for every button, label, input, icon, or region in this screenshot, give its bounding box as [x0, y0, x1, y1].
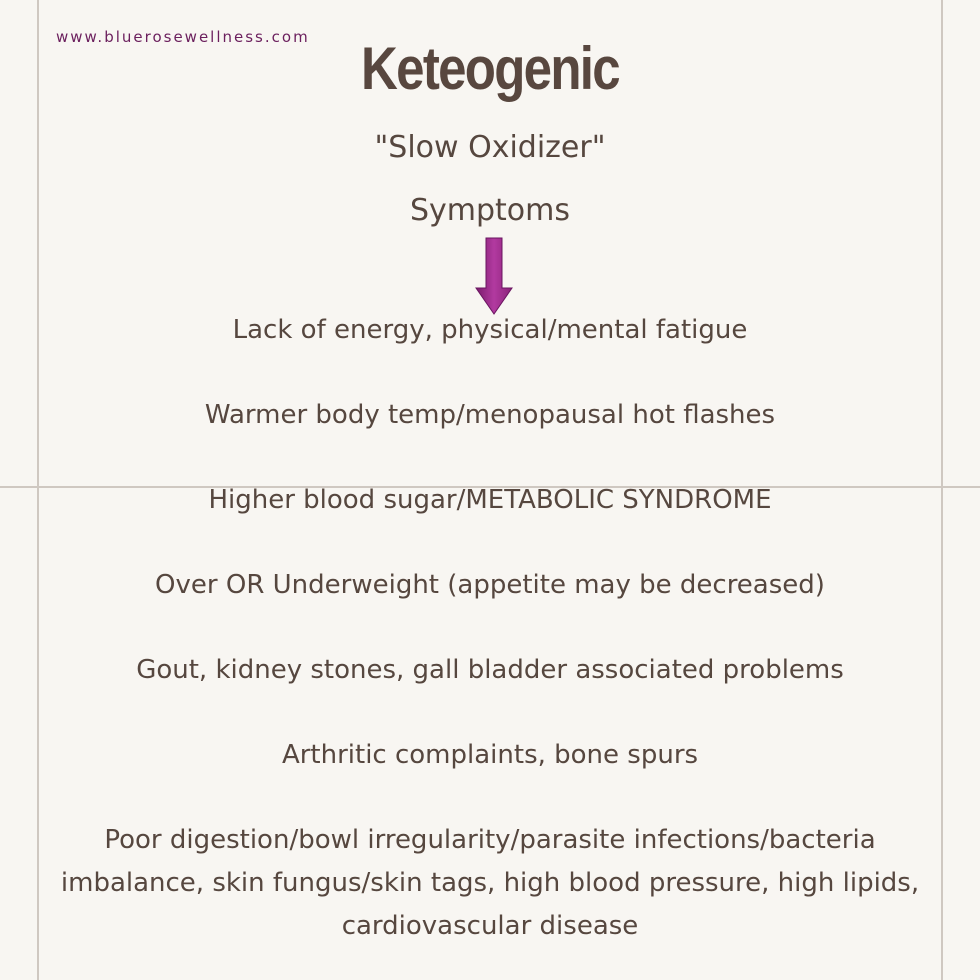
symptom-item: Poor digestion/bowl irregularity/parasite infections/bacteria imbalance, skin fungus/skin tags, high blood pressure, high lipids, cardiovascular disease: [60, 825, 920, 941]
symptom-item: Gout, kidney stones, gall bladder associated problems: [136, 655, 844, 685]
website-url: www.bluerosewellness.com: [56, 28, 310, 46]
page-title: Keteogenic: [361, 35, 619, 102]
symptoms-heading: Symptoms: [409, 193, 571, 228]
symptom-item: Higher blood sugar/METABOLIC SYNDROME: [208, 485, 772, 515]
symptom-item: Lack of energy, physical/mental fatigue: [232, 315, 748, 345]
symptom-item: Warmer body temp/menopausal hot flashes: [204, 400, 776, 430]
symptom-item: Over OR Underweight (appetite may be decreased): [155, 570, 825, 600]
symptom-item: Arthritic complaints, bone spurs: [281, 740, 699, 770]
down-arrow-icon: [474, 236, 514, 316]
subtitle: "Slow Oxidizer": [374, 130, 606, 165]
